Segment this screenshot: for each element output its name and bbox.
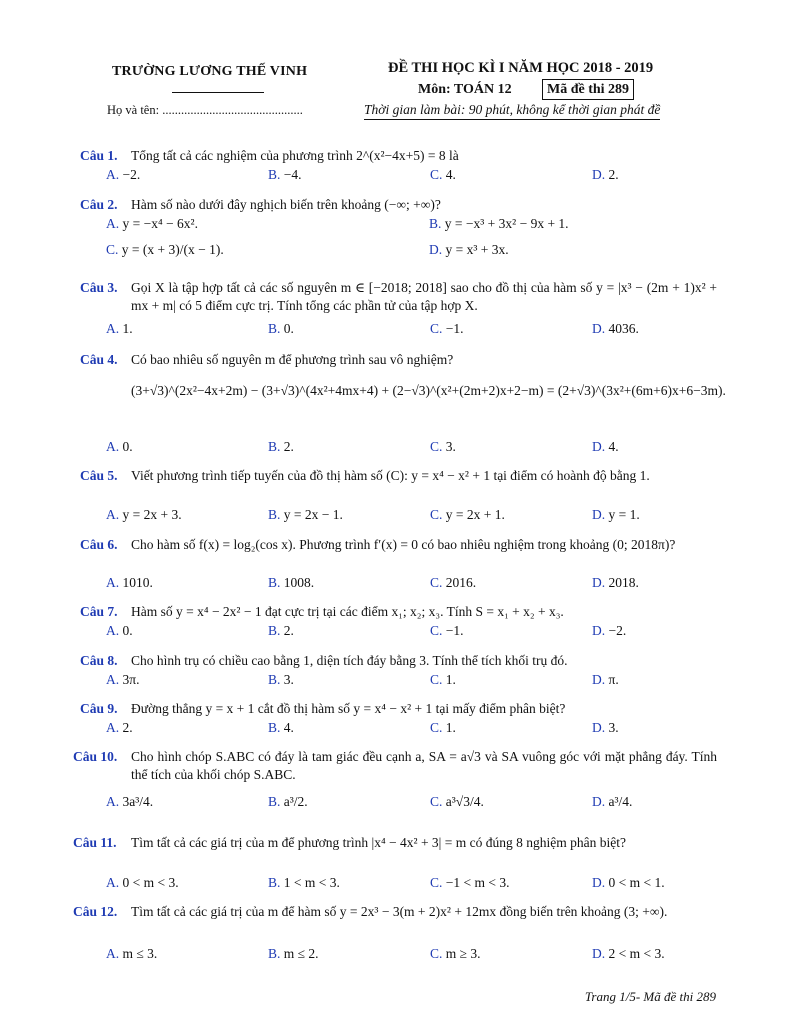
option-b: B. y = 2x − 1.: [268, 507, 343, 522]
answer-row: [106, 875, 718, 895]
subject: Môn: TOÁN 12: [418, 82, 512, 97]
option-d: D. 4.: [592, 439, 619, 454]
option-a: A. 3π.: [106, 672, 140, 687]
option-c: C. −1.: [430, 321, 464, 336]
answer-row: [106, 238, 718, 264]
time-note: Thời gian làm bài: 90 phút, không kể thời gian phát đề: [364, 102, 660, 120]
question-text: Tìm tất cả các giá trị của m để phương trình |x⁴ − 4x² + 3| = m có đúng 8 nghiệm phân biệt?: [131, 835, 626, 850]
answer-row: [106, 720, 718, 740]
answer-row: [106, 946, 718, 966]
option-a: A. 0.: [106, 623, 133, 638]
option-b: B. 4.: [268, 720, 294, 735]
option-d: D. 2018.: [592, 575, 639, 590]
question-label: Câu 7.: [80, 604, 118, 619]
question-label: Câu 9.: [80, 701, 118, 716]
option-d: D. π.: [592, 672, 619, 687]
option-c: C. 1.: [430, 720, 456, 735]
page-footer: Trang 1/5- Mã đề thi 289: [584, 989, 716, 1004]
question-text: Cho hàm số f(x) = log₂(cos x). Phương trình f′(x) = 0 có bao nhiêu nghiệm trong khoảng (0; 2018π)?: [131, 537, 676, 552]
option-c: C. 2016.: [430, 575, 477, 590]
answer-row: [106, 575, 718, 595]
question-label: Câu 5.: [80, 468, 118, 483]
option-a: A. y = 2x + 3.: [106, 507, 182, 522]
question-text: Cho hình trụ có chiều cao bằng 1, diện tích đáy bằng 3. Tính thể tích khối trụ đó.: [131, 653, 568, 668]
option-a: A. 0 < m < 3.: [106, 875, 179, 890]
option-a: A. 0.: [106, 439, 133, 454]
answer-row: [106, 167, 718, 187]
question-text: Cho hình chóp S.ABC có đáy là tam giác đều cạnh a, SA = a√3 và SA vuông góc với mặt phẳng đáy. Tính thể tích của khối chóp S.ABC.: [131, 749, 717, 782]
question-label: Câu 11.: [73, 835, 117, 850]
option-a: A. y = −x⁴ − 6x².: [106, 216, 198, 231]
option-d: D. 3.: [592, 720, 619, 735]
option-b: B. 1008.: [268, 575, 315, 590]
question-text: Tìm tất cả các giá trị của m để hàm số y = 2x³ − 3(m + 2)x² + 12mx đồng biến trên khoảng (3; +∞).: [131, 904, 668, 919]
option-d: D. y = x³ + 3x.: [429, 242, 509, 257]
question-text: Hàm số nào dưới đây nghịch biến trên khoảng (−∞; +∞)?: [131, 197, 441, 212]
question-text: Hàm số y = x⁴ − 2x² − 1 đạt cực trị tại các điểm x₁; x₂; x₃. Tính S = x₁ + x₂ + x₃.: [131, 604, 564, 619]
school-underline: [172, 92, 264, 93]
question-label: Câu 3.: [80, 280, 118, 295]
answer-row: [106, 794, 718, 814]
answer-row: [106, 321, 718, 341]
question-label: Câu 12.: [73, 904, 118, 919]
question-label: Câu 10.: [73, 749, 118, 764]
option-a: A. −2.: [106, 167, 141, 182]
exam-title: ĐỀ THI HỌC KÌ I NĂM HỌC 2018 - 2019: [388, 60, 654, 76]
option-b: B. 2.: [268, 623, 294, 638]
question-label: Câu 6.: [80, 537, 118, 552]
option-d: D. 2 < m < 3.: [592, 946, 665, 961]
answer-row: [106, 216, 718, 236]
student-name-line: Họ và tên: .............................................: [107, 103, 303, 117]
question-text: Gọi X là tập hợp tất cả các số nguyên m ∈ [−2018; 2018] sao cho đồ thị của hàm số y = |x³ − (2m + 1)x² + mx + m| có 5 điểm cực trị. Tính tổng các phần tử của tập hợp X.: [131, 280, 717, 313]
q4-equation: (3+√3)^(2x²−4x+2m) − (3+√3)^(4x²+4mx+4) + (2−√3)^(x²+(2m+2)x+2−m) = (2+√3)^(3x²+(6m+6)x+6−3m).: [131, 383, 726, 398]
option-c: C. y = (x + 3)/(x − 1).: [106, 242, 224, 257]
option-b: B. a³/2.: [268, 794, 308, 809]
question-text: Đường thẳng y = x + 1 cắt đồ thị hàm số y = x⁴ − x² + 1 tại mấy điểm phân biệt?: [131, 701, 566, 716]
option-d: D. 4036.: [592, 321, 639, 336]
option-b: B. −4.: [268, 167, 302, 182]
school-name: TRƯỜNG LƯƠNG THẾ VINH: [112, 64, 308, 79]
question-label: Câu 4.: [80, 352, 118, 367]
option-d: D. 0 < m < 1.: [592, 875, 665, 890]
exam-code: Mã đề thi 289: [542, 79, 634, 100]
question-label: Câu 8.: [80, 653, 118, 668]
option-b: B. 2.: [268, 439, 294, 454]
answer-row: [106, 623, 718, 643]
option-d: D. 2.: [592, 167, 619, 182]
option-c: C. m ≥ 3.: [430, 946, 481, 961]
option-b: B. 3.: [268, 672, 294, 687]
option-b: B. y = −x³ + 3x² − 9x + 1.: [429, 216, 569, 231]
option-d: D. a³/4.: [592, 794, 633, 809]
option-a: A. 3a³/4.: [106, 794, 154, 809]
option-c: C. 4.: [430, 167, 456, 182]
question-text: Viết phương trình tiếp tuyến của đồ thị hàm số (C): y = x⁴ − x² + 1 tại điểm có hoành độ bằng 1.: [131, 468, 650, 483]
option-c: C. −1.: [430, 623, 464, 638]
option-c: C. 1.: [430, 672, 456, 687]
option-d: D. y = 1.: [592, 507, 640, 522]
option-a: A. 1010.: [106, 575, 153, 590]
option-c: C. 3.: [430, 439, 456, 454]
question-text: Tổng tất cả các nghiệm của phương trình 2^(x²−4x+5) = 8 là: [131, 148, 459, 163]
option-c: C. y = 2x + 1.: [430, 507, 505, 522]
option-a: A. 2.: [106, 720, 133, 735]
answer-row: [106, 507, 718, 527]
option-b: B. m ≤ 2.: [268, 946, 319, 961]
option-c: C. −1 < m < 3.: [430, 875, 510, 890]
option-b: B. 0.: [268, 321, 294, 336]
answer-row: [106, 672, 718, 692]
question-label: Câu 1.: [80, 148, 118, 163]
answer-row: [106, 439, 718, 459]
option-d: D. −2.: [592, 623, 627, 638]
option-a: A. m ≤ 3.: [106, 946, 158, 961]
option-a: A. 1.: [106, 321, 133, 336]
question-text: Có bao nhiêu số nguyên m để phương trình sau vô nghiệm?: [131, 352, 454, 367]
question-label: Câu 2.: [80, 197, 118, 212]
option-b: B. 1 < m < 3.: [268, 875, 340, 890]
option-c: C. a³√3/4.: [430, 794, 484, 809]
